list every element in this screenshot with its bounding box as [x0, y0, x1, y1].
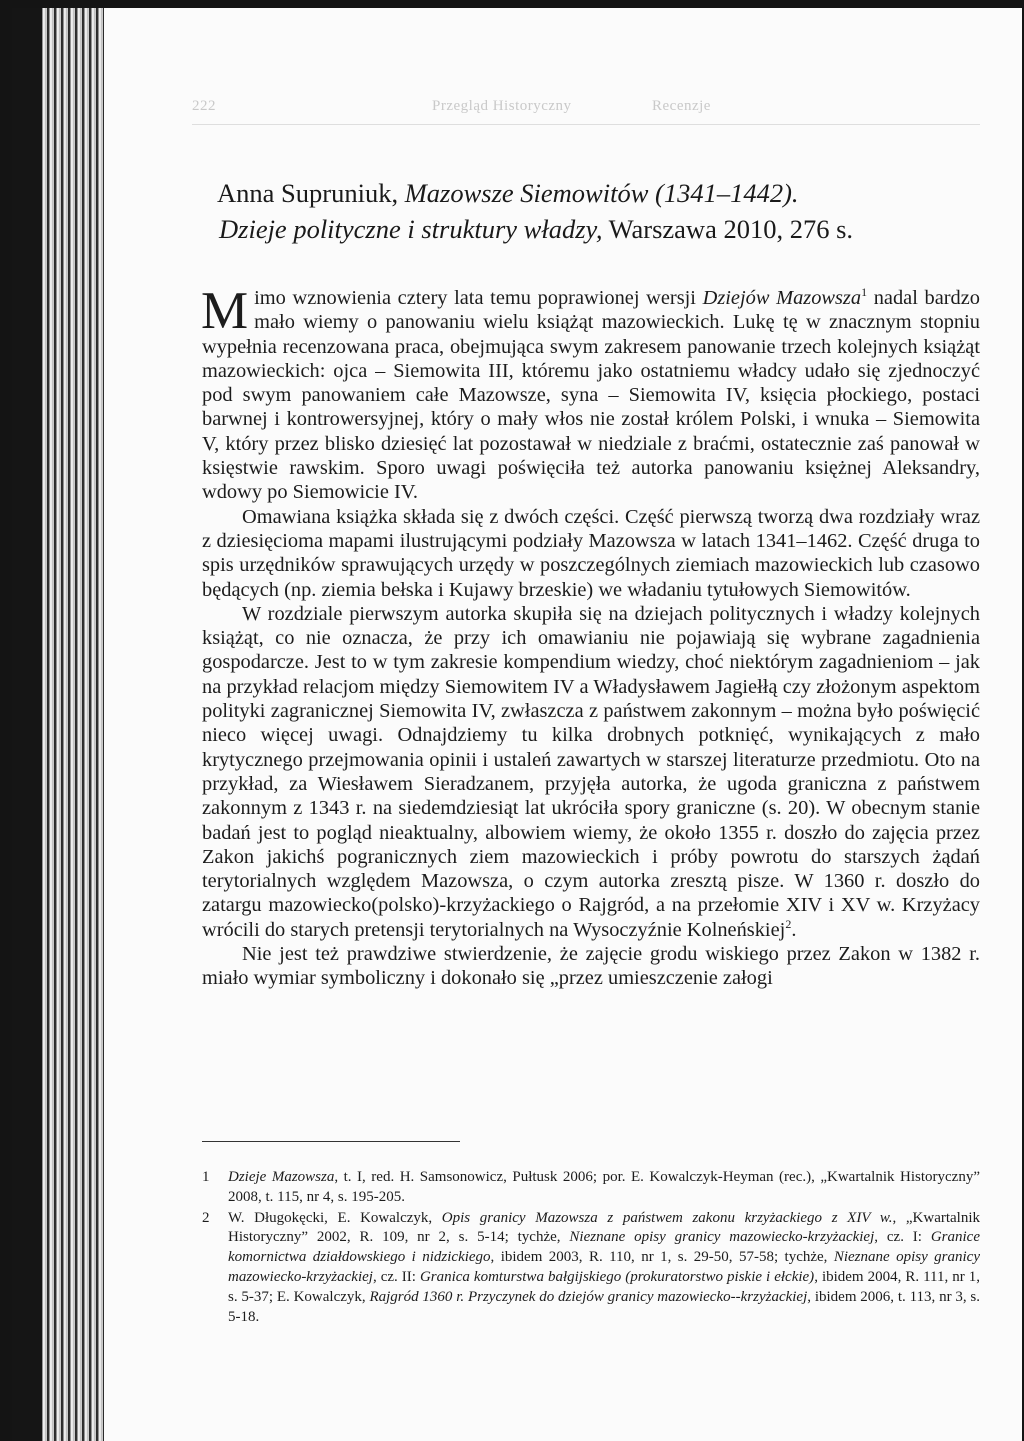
- title-line-1: [217, 175, 992, 211]
- header-journal: Przegląd Historyczny: [432, 98, 572, 114]
- p1-italic-title: Dziejów Mazowsza: [702, 287, 862, 309]
- title-line-2: [217, 211, 992, 247]
- footnote-text: , „Kwartalnik Historyczny” 2002, R. 109, nr 2, s. 5-14; tychże,: [228, 1209, 981, 1246]
- footnote-italic-title: Rajgród 1360 r. Przyczynek do dziejów granicy mazowiecko--krzyżackiej: [369, 1288, 808, 1305]
- footnote-ref-1[interactable]: 1: [861, 285, 868, 300]
- dropcap: M: [201, 282, 249, 340]
- footnotes: [202, 1168, 980, 1328]
- header-section: Recenzje: [652, 98, 711, 114]
- p1-text-a: imo wznowienia cztery lata temu poprawionej wersji: [254, 287, 703, 309]
- paragraph-3: [202, 602, 980, 942]
- footnote-ref-2[interactable]: 2: [785, 916, 792, 931]
- footnote-italic-title: Dzieje Mazowsza: [228, 1169, 335, 1185]
- footnote-text: , ibidem 2004, R. 111, nr 1, s. 5-37; E. Kowalczyk,: [228, 1268, 980, 1305]
- running-header-bleedthrough: [192, 98, 952, 118]
- header-rule: [192, 124, 980, 125]
- footnote-text: , ibidem 2006, t. 113, nr 3, s. 5-18.: [228, 1288, 981, 1325]
- footnote-italic-title: Nieznane opisy granicy mazowiecko-krzyżackiej: [569, 1229, 875, 1246]
- footnote-text: , cz. II:: [372, 1268, 420, 1285]
- footnote-number: 1: [202, 1169, 210, 1185]
- footnote-italic-title: Granica komturstwa bałgijskiego (prokuratorstwo piskie i ełckie): [419, 1268, 815, 1285]
- footnote-text: W. Długokęcki, E. Kowalczyk,: [228, 1209, 442, 1226]
- footnote-italic-title: Opis granicy Mazowsza z państwem zakonu krzyżackiego z XIV w.: [441, 1209, 893, 1226]
- paragraph-1: [201, 282, 980, 505]
- review-title: [217, 175, 992, 247]
- footnote-text: , cz. I:: [874, 1229, 931, 1246]
- footnote-2: [202, 1209, 980, 1328]
- p1-text-b: nadal bardzo mało wiemy o panowaniu wielu książąt mazowieckich. Lukę tę w znacznym stopniu wypełnia recenzowana praca, obejmująca swym zakresem panowanie trzech kolejnych książąt mazowieckich: ojca – Siemowita III, któremu jako ostatniemu władcy udało się zjednoczyć pod swym panowaniem całe Mazowsze, syna – Siemowita IV, księcia płockiego, postaci barwnej i kontrowersyjnej, który o mały włos nie został królem Polski, i wnuka – Siemowita V, który przez blisko dziesięć lat pozostawał w niedziale z braćmi, ostatecznie zaś panował w księstwie rawskim. Sporo uwagi poświęciła też autorka panowaniu księżnej Aleksandry, wdowy po Siemowicie IV.: [202, 287, 980, 504]
- review-body: [201, 282, 980, 991]
- footnote-italic-title: Nieznane opisy granicy mazowiecko-krzyżackiej: [228, 1249, 980, 1285]
- p3-text-b: .: [791, 918, 797, 941]
- footnote-text: , ibidem 2003, R. 110, nr 1, s. 29-50, 57-58; tychże,: [490, 1249, 834, 1266]
- book-title-part1: Mazowsze Siemowitów (1341–1442).: [404, 178, 799, 208]
- footnote-italic-title: Granice komornictwa działdowskiego i nidzickiego: [228, 1229, 980, 1266]
- header-page-number: 222: [192, 98, 216, 114]
- footnote-number: 2: [202, 1209, 210, 1226]
- author-name: Anna Supruniuk,: [217, 178, 405, 208]
- footnote-text: , t. I, red. H. Samsonowicz, Pułtusk 2006; por. E. Kowalczyk-Heyman (rec.), „Kwartalnik Historyczny” 2008, t. 115, nr 4, s. 195-205.: [228, 1169, 980, 1205]
- publication-info: Warszawa 2010, 276 s.: [602, 214, 854, 244]
- p3-text-a: W rozdziale pierwszym autorka skupiła się na dziejach politycznych i władzy kolejnych książąt, co nie oznacza, że przy ich omawianiu nie pojawiają się wybrane zagadnienia gospodarcze. Jest to w tym zakresie kompendium wiedzy, choć niektórym zagadnieniom – jak na przykład relacjom między Siemowitem IV a Władysławem Jagiełłą czy złożonym aspektom polityki zagranicznej Siemowita IV, zwłaszcza z państwem zakonnym – można było poświęcić nieco więcej uwagi. Odnajdziemy tu kilka drobnych potknięć, wynikających z mało krytycznego przejmowania opinii i ustaleń zawartych w starszej literaturze przedmiotu. Oto na przykład, za Wiesławem Sieradzanem, przyjęła autorka, że ugoda graniczna z państwem zakonnym z 1343 r. na siedemdziesiąt lat ukróciła spory graniczne (s. 20). W obecnym stanie badań jest to pogląd nieaktualny, albowiem wiemy, że około 1355 r. doszło do zajęcia przez Zakon jakichś pogranicznych ziem mazowieckich i próby powrotu do starszych żądań terytorialnych względem Mazowsza, o czym autorka zresztą pisze. W 1360 r. doszło do zatargu mazowiecko(polsko)-krzyżackiego o Rajgród, a na przełomie XIV i XV w. Krzyżacy wrócili do starych pretensji terytorialnych na Wysoczyźnie Kolneńskiej: [202, 602, 980, 941]
- paragraph-4: Nie jest też prawdziwe stwierdzenie, że zajęcie grodu wiskiego przez Zakon w 1382 r. miało wymiar symboliczny i dokonało się „przez umieszczenie załogi: [202, 943, 980, 990]
- paragraph-2: Omawiana książka składa się z dwóch części. Część pierwszą tworzą dwa rozdziały wraz z dziesięcioma mapami ilustrującymi podziały Mazowsza w latach 1341–1462. Część druga to spis urzędników sprawujących urzędy w poszczególnych ziemiach mazowieckich lub czasowo będących (np. ziemia bełska i Kujawy brzeskie) we władaniu tytułowych Siemowitów.: [202, 505, 980, 601]
- spine-shadow: [12, 8, 42, 1441]
- book-title-part2: Dzieje polityczne i struktury władzy,: [219, 214, 603, 244]
- footnote-rule: [202, 1141, 460, 1142]
- footnote-1: [202, 1168, 980, 1208]
- book-page: [12, 8, 1022, 1441]
